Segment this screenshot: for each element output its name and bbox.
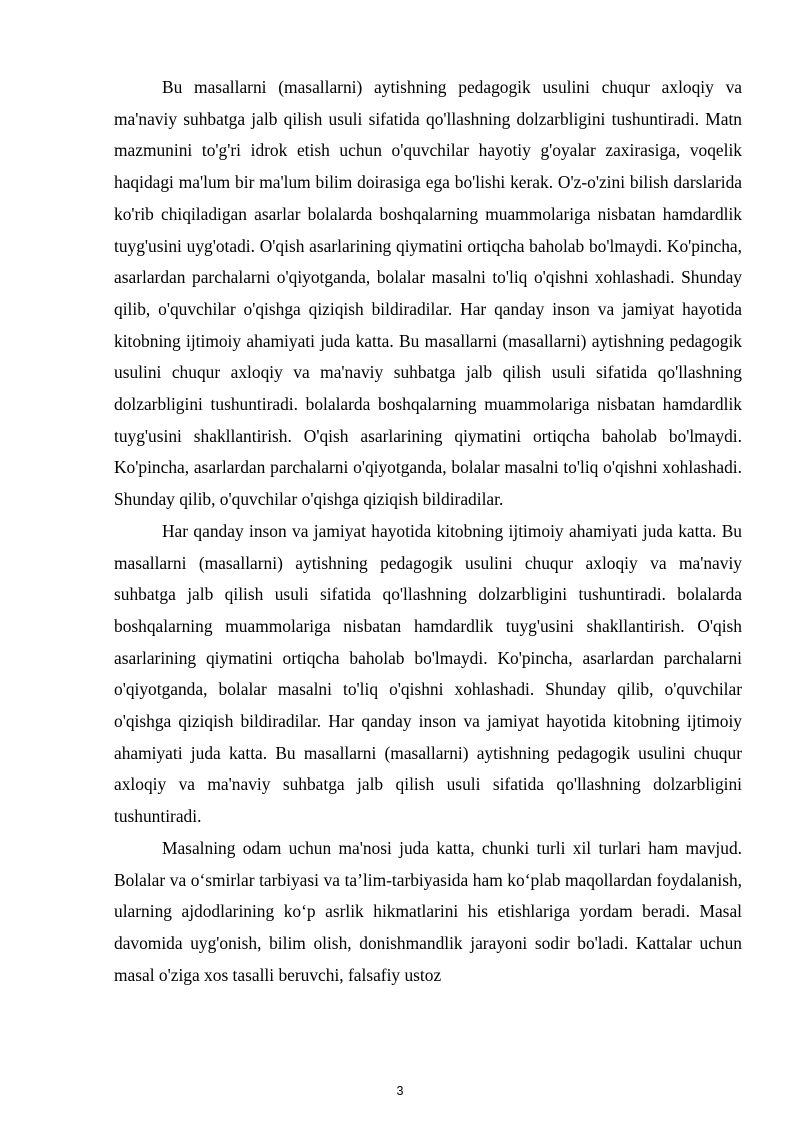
paragraph-1: Bu masallarni (masallarni) aytishning pedagogik usulini chuqur axloqiy va ma'naviy suhbatga jalb qilish usuli sifatida qo'llashning dolzarbligini tushuntiradi. Matn mazmunini to'g'ri idrok etish uchun o'quvchilar hayotiy g'oyalar zaxirasiga, voqelik haqidagi ma'lum bir ma'lum bilim doirasiga ega bo'lishi kerak. O'z-o'zini bilish darslarida ko'rib chiqiladigan asarlar bolalarda boshqalarning muammolariga nisbatan hamdardlik tuyg'usini uyg'otadi. O'qish asarlarining qiymatini ortiqcha baholab bo'lmaydi. Ko'pincha, asarlardan parchalarni o'qiyotganda, bolalar masalni to'liq o'qishni xohlashadi. Shunday qilib, o'quvchilar o'qishga qiziqish bildiradilar. Har qanday inson va jamiyat hayotida kitobning ijtimoiy ahamiyati juda katta. Bu masallarni (masallarni) aytishning pedagogik usulini chuqur axloqiy va ma'naviy suhbatga jalb qilish usuli sifatida qo'llashning dolzarbligini tushuntiradi. bolalarda boshqalarning muammolariga nisbatan hamdardlik tuyg'usini shakllantirish. O'qish asarlarining qiymatini ortiqcha baholab bo'lmaydi. Ko'pincha, asarlardan parchalarni o'qiyotganda, bolalar masalni to'liq o'qishni xohlashadi. Shunday qilib, o'quvchilar o'qishga qiziqish bildiradilar. bbox=[114, 77, 742, 510]
page-number: 3 bbox=[396, 1084, 404, 1098]
document-body bbox=[114, 72, 742, 991]
paragraph-3: Masalning odam uchun ma'nosi juda katta, chunki turli xil turlari ham mavjud. Bolalar va o‘smirlar tarbiyasi va ta’lim-tarbiyasida ham ko‘plab maqollardan foydalanish, ularning ajdodlarining ko‘p asrlik hikmatlarini his etishlariga yordam beradi. Masal davomida uyg'onish, bilim olish, donishmandlik jarayoni sodir bo'ladi. Kattalar uchun masal o'ziga xos tasalli beruvchi, falsafiy ustoz bbox=[114, 837, 742, 985]
paragraph-2: Har qanday inson va jamiyat hayotida kitobning ijtimoiy ahamiyati juda katta. Bu masallarni (masallarni) aytishning pedagogik usulini chuqur axloqiy va ma'naviy suhbatga jalb qilish usuli sifatida qo'llashning dolzarbligini tushuntiradi. bolalarda boshqalarning muammolariga nisbatan hamdardlik tuyg'usini shakllantirish. O'qish asarlarining qiymatini ortiqcha baholab bo'lmaydi. Ko'pincha, asarlardan parchalarni o'qiyotganda, bolalar masalni to'liq o'qishni xohlashadi. Shunday qilib, o'quvchilar o'qishga qiziqish bildiradilar. Har qanday inson va jamiyat hayotida kitobning ijtimoiy ahamiyati juda katta. Bu masallarni (masallarni) aytishning pedagogik usulini chuqur axloqiy va ma'naviy suhbatga jalb qilish usuli sifatida qo'llashning dolzarbligini tushuntiradi. bbox=[114, 520, 742, 827]
